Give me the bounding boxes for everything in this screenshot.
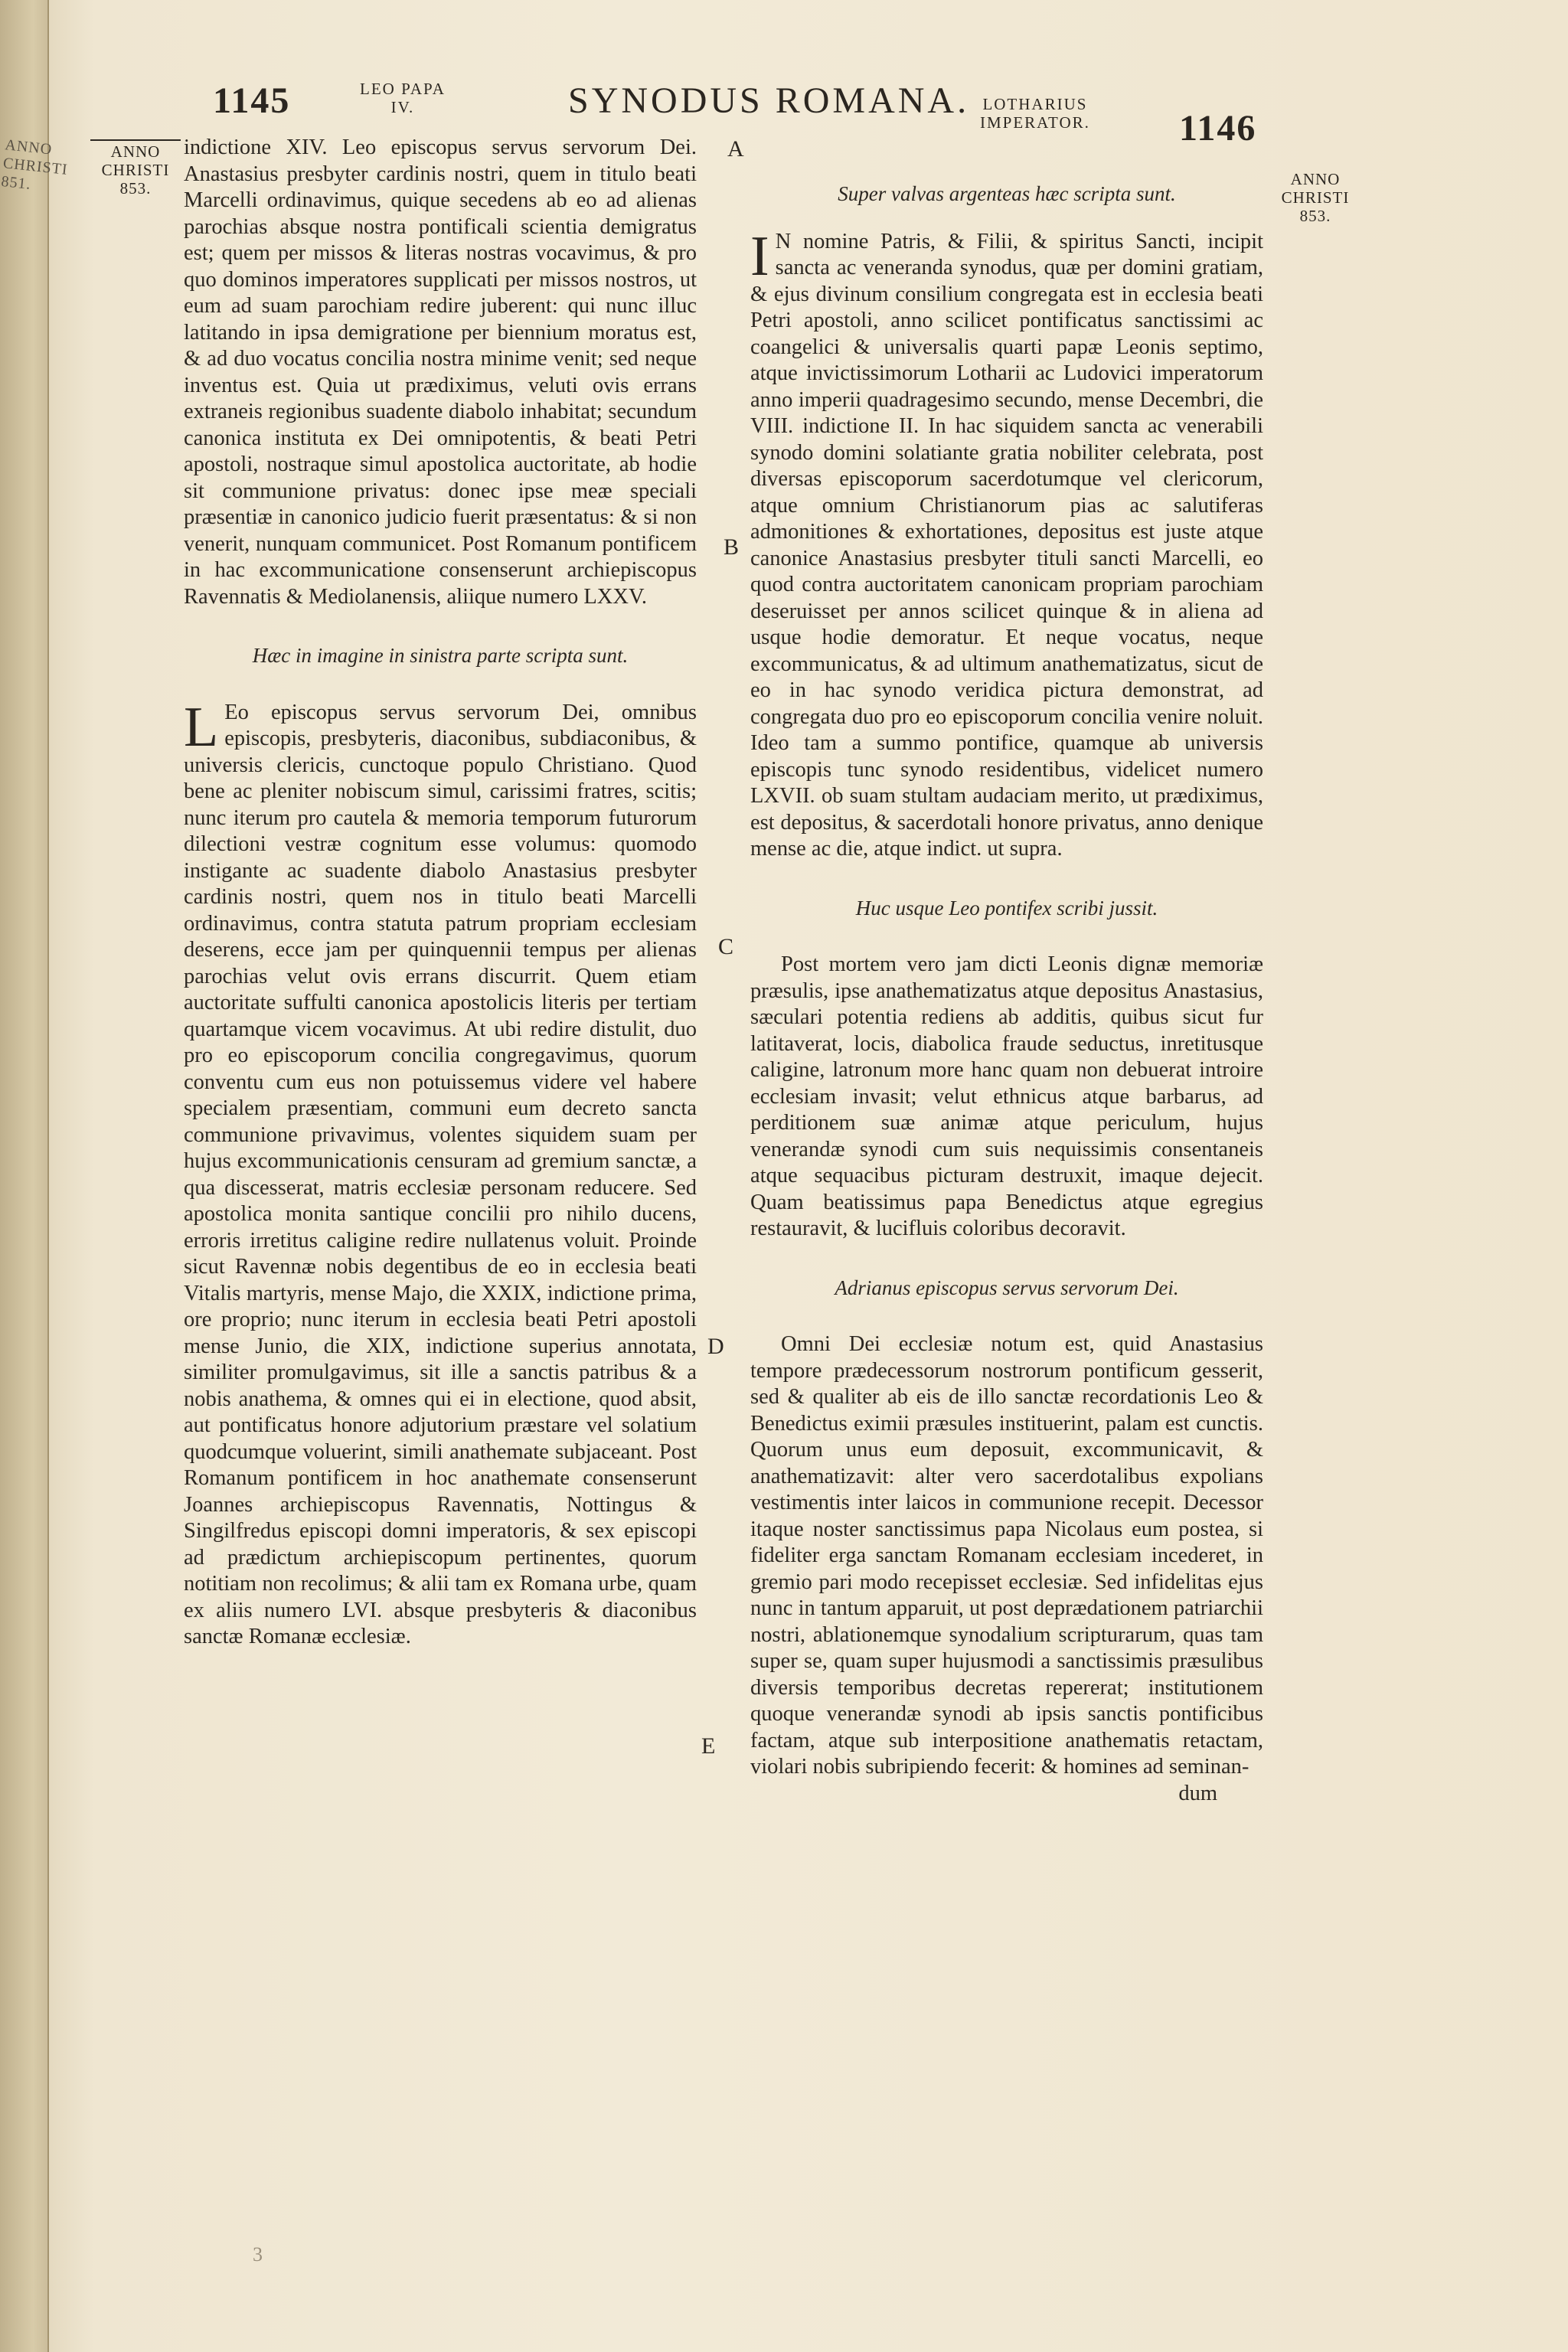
- previous-page-edge: [0, 0, 69, 2352]
- previous-page-margin-note: ANNO CHRISTI 851.: [0, 136, 69, 193]
- left-margin-year-line-3: 853.: [119, 179, 152, 198]
- catchword: dum: [1178, 1781, 1217, 1805]
- right-margin-year: [1271, 170, 1360, 225]
- right-page-number: 1146: [1179, 108, 1257, 149]
- right-paragraph-2: Post mortem vero jam dicti Leonis dignæ memoriæ præsulis, ipse anathematizatus atque depositus Anastasius, sæculari potentia rediens ab additis, quibus sicut fur latitaverat, locis, diabolica fraude seductus, inretitusque caligine, latronum more hanc quam non debuerat introire ecclesiam invasit; velut ethnicus atque barbarus, ad perditionem suæ animæ atque periculum, hujus venerandæ synodi cum suis nequissimis consentaneis atque sequacibus picturam destruxit, imaque dejecit. Quam beatissimus papa Benedictus atque egregius restauravit, & lucifluis coloribus decoravit.: [750, 952, 1263, 1240]
- left-dropcap-block: [184, 695, 697, 1651]
- left-margin-year-line-2: CHRISTI: [101, 161, 170, 179]
- margin-rule: [90, 139, 181, 141]
- left-margin-year-line-1: ANNO: [110, 142, 161, 161]
- right-running-line-1: LOTHARIUS: [982, 95, 1088, 113]
- faint-mark: 3: [253, 2243, 263, 2265]
- right-dropcap-block: [750, 224, 1263, 863]
- left-running-line-1: LEO PAPA: [360, 80, 446, 98]
- right-margin-year-line-3: 853.: [1299, 207, 1331, 225]
- left-heading-1: Hæc in imagine in sinistra parte scripta sunt.: [252, 644, 629, 667]
- left-running-head: [360, 80, 446, 116]
- section-letter-c: C: [718, 934, 734, 959]
- page-title: SYNODUS ROMANA.: [568, 80, 970, 121]
- right-heading-3: Adrianus episcopus servus servorum Dei.: [835, 1276, 1179, 1299]
- section-letter-a: A: [727, 136, 744, 162]
- left-paragraph-2: LEo episcopus servus servorum Dei, omnibus episcopis, presbyteris, diaconibus, subdiaconibus, & universis clericis, cunctoque populo Christiano. Quod bene ac pleniter nobiscum simul, carissimi fratres, scitis; nunc iterum pro cautela & memoria temporum futurorum dilectioni vestræ cognitum esse volumus: quomodo instigante ac suadente diabolo Anastasius presbyter cardinis nostri, quem nos in titulo beati Marcelli ordinavimus, contra statuta patrum propriam ecclesiam deserens, ecce jam per quinquennii tempus per alienas parochias velut ovis errans discurrit. Quem etiam auctoritate suffulti canonica apostolicis literis per tertiam quartamque vicem vocavimus. At ubi redire distulit, duo pro eo episcoporum concilia congregavimus, quorum conventu cum eus non potuissemus videre vel habere specialem præsentiam, communi eum decreto sancta communione privavimus, volentes siquidem suam per hujus excommunicationis censuram ad gremium sanctæ, a qua discesserat, matris ecclesiæ personam reducere. Sed apostolica monita santique concilii pro nihilo ducens, erroris irretitus caligine redire nullatenus voluit. Proinde sicut Ravennæ nobis degentibus de eo in ecclesia beati Vitalis martyris, mense Majo, die XXIX, indictione prima, ore proprio; nunc iterum in ecclesia beati Petri apostoli mense Junio, die XIX, indictione superius annotata, similiter promulgavimus, sit ille a sanctis patribus & a nobis anathema, & omnes qui ei in electione, quod absit, aut pontificatus honore adjutorium præstare vel solatium quodcumque voluerint, simili anathemate subjaceant. Post Romanum pontificem in hoc anathemate consenserunt Joannes archiepiscopus Ravennatis, Nottingus & Singilfredus episcopi domni imperatoris, & sex episcopi ad prædictum archiepiscopum pertinentes, quorum notitiam non recolimus; & alii tam ex Romana urbe, quam ex aliis numero LVI. absque presbyteris & diaconibus sanctæ Romanæ ecclesiæ.: [184, 695, 697, 1648]
- left-running-line-2: IV.: [390, 98, 415, 116]
- right-paragraph-1: IN nomine Patris, & Filii, & spiritus Sancti, incipit sancta ac veneranda synodus, quæ per domini gratiam, & ejus divinum consilium congregata est in ecclesia beati Petri apostoli, anno scilicet pontificatus sanctissimi ac coangelici & universalis quarti papæ Leonis septimo, atque invictissimorum Lotharii ac Ludovici imperatorum anno imperii quadragesimo secundo, mense Decembri, die VIII. indictione II. In hac siquidem sancta ac venerabili synodo domini solatiante gratia nobiliter celebrata, post diversas episcoporum sacerdotumque vel clericorum, atque omnium Christianorum pias ac salutiferas admonitiones & exhortationes, depositus est juste atque canonice Anastasius presbyter tituli sancti Marcelli, eo quod contra auctoritatem canonicam propriam parochiam deseruisset per annos scilicet quinque & in aliena ad usque hodie demoratur. Et neque vocatus, neque excommunicatus, & ad ultimum anathematizatus, sicut de eo in hac synodo veridica pictura demonstrat, ad congregata duo pro eo episcoporum concilia venire noluit. Ideo tam a summo pontifice, quamque ab universis episcopis tunc synodo residentibus, videlicet numero LXVII. ob suam stultam audaciam merito, ut prædiximus, est depositus, & sacerdotali honore privatus, anno denique mense ac die, atque indict. ut supra.: [750, 224, 1263, 861]
- left-page-number: 1145: [213, 80, 291, 121]
- left-paragraph-1: indictione XIV. Leo episcopus servus servorum Dei. Anastasius presbyter cardinis nostri, quem in titulo beati Marcelli ordinavimus, quique secedens ab eo ad alienas parochias absque nostra pontificali scientia demigratus est; quem per missos & literas nostras vocavimus, & pro quo dominos imperatores supplicati per missos nostros, ut eum ad suam parochiam redire juberent: qui nunc illuc latitando in ipsa demigratione per biennium moratus est, & ad duo vocatus concilia nostra minime venit; sed neque inventus est. Quia ut prædiximus, veluti ovis errans extraneis regionibus suadente diabolo inhabitat; secundum canonica instituta ex Dei omnipotentis, & beati Petri apostoli, nostraque simul apostolica auctoritate, ab hodie sit communione privatus: donec ipse meæ speciali præsentiæ in canonico judicio fuerit præsentatus: & si non venerit, nunquam communicet. Post Romanum pontificem in hac excommunicatione consenserunt archiepiscopus Ravennatis & Mediolanensis, aliique numero LXXV.: [184, 136, 697, 609]
- right-running-head: [980, 95, 1090, 132]
- section-letter-b: B: [724, 534, 740, 560]
- section-letter-e: E: [701, 1733, 716, 1759]
- right-paragraph-3: Omni Dei ecclesiæ notum est, quid Anastasius tempore prædecessorum nostrorum pontificum gesserit, sed & qualiter ab eis de illo sanctæ recordationis Leo & Benedictus eximii præsules instituerint, palam est cunctis. Quorum unus eum deposuit, excommunicavit, & anathematizavit: alter vero sacerdotalibus expolians vestimentis inter laicos in communione recepit. Decessor itaque noster sanctissimus papa Nicolaus eum postea, si fideliter erga sanctam Romanam ecclesiam incederet, in gremio pari modo recepisset ecclesiæ. Sed infidelitas ejus nunc in tantum apparuit, ut post deprædationem patriarchii nostri, ablationemque synodalium scripturarum, quas tam super se, quam super hujusmodi a sanctissimis præsulibus diversis temporibus decretas repererat; institutionem quoque venerandæ synodi ab ipsis sanctis pontificibus factam, atque sub interpositione anathematis retactam, violari nobis subripiendo fecerit: & homines ad seminan-: [750, 1332, 1263, 1779]
- right-running-line-2: IMPERATOR.: [980, 113, 1090, 132]
- left-column: [184, 135, 697, 1651]
- right-column: [750, 181, 1263, 1807]
- section-letter-d: D: [707, 1334, 724, 1359]
- right-heading-1: Super valvas argenteas hæc scripta sunt.: [838, 182, 1176, 205]
- right-margin-year-line-2: CHRISTI: [1281, 188, 1350, 207]
- left-margin-year: [90, 139, 181, 198]
- right-margin-year-line-1: ANNO: [1290, 170, 1341, 188]
- right-heading-2: Huc usque Leo pontifex scribi jussit.: [855, 896, 1158, 920]
